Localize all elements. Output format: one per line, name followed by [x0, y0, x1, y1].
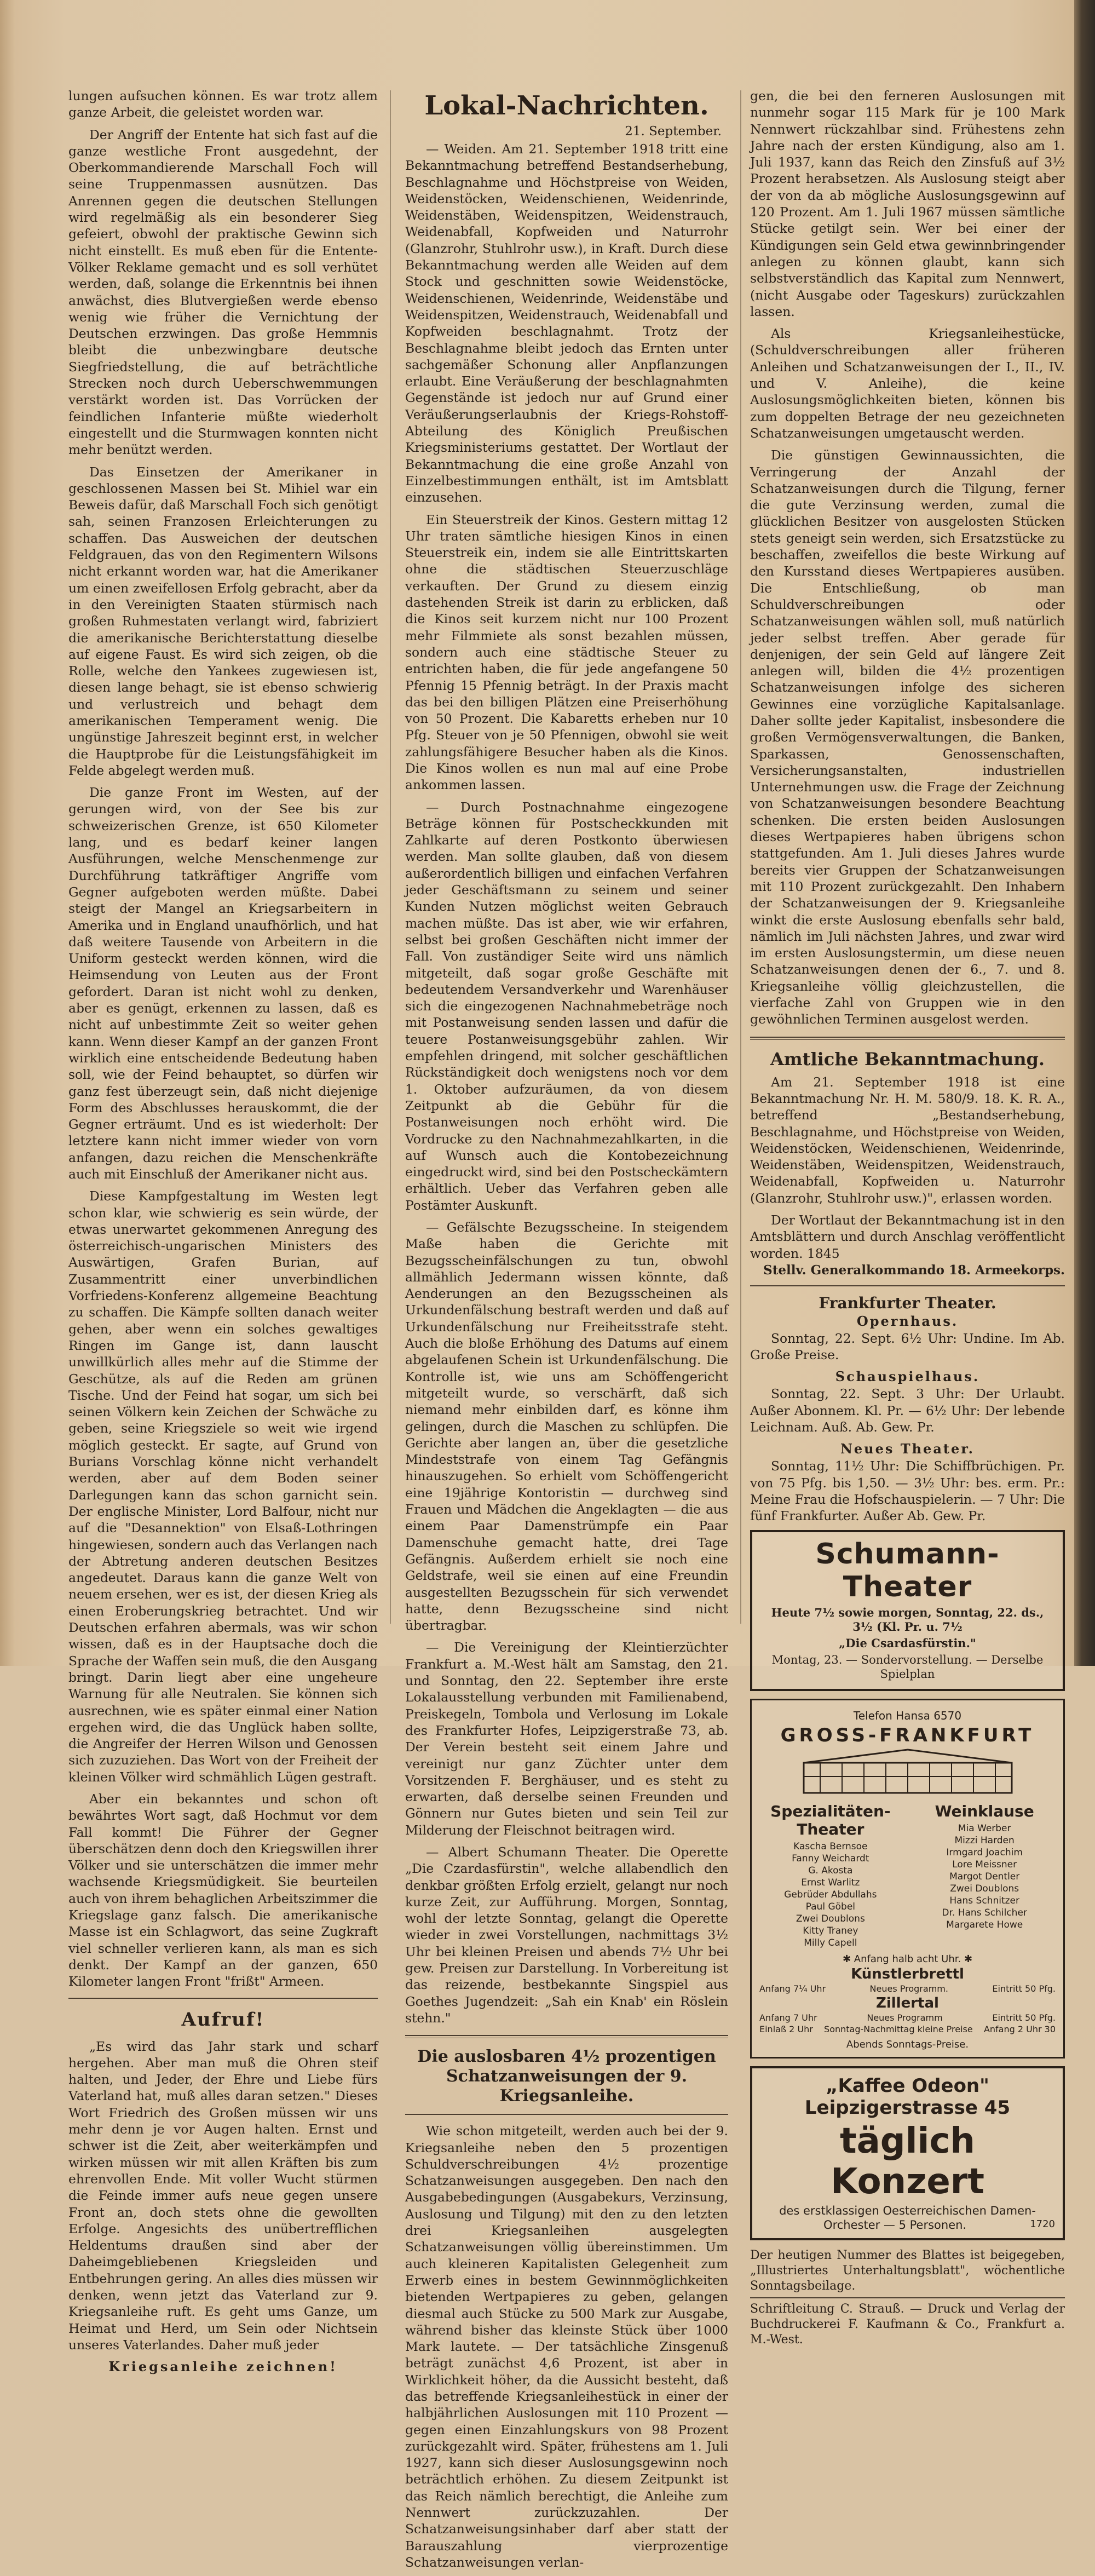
- z-eintritt: Eintritt 50 Pfg.: [992, 2012, 1056, 2023]
- opernhaus-program: Sonntag, 22. Sept. 6½ Uhr: Undine. Im Ab. Große Preise.: [750, 1330, 1065, 1363]
- kb-anfang: Anfang 7¼ Uhr: [759, 1983, 826, 1994]
- schauspielhaus-heading: Schauspielhaus.: [835, 1369, 980, 1385]
- news-item: — Weiden. Am 21. September 1918 tritt eine Bekanntmachung betreffend Bestandserhebung, Beschlagnahme und Höchstpreise von Weiden, Weidenstöcken, Weidenschienen, Weidenrinde, Weidenstäben, Weidenspitzen, Weidenstrauch, Weidenabfall, Kopfweiden und Naturrohr (Glanzrohr, Stuhlrohr usw.), in Kraft. Durch diese Bekanntmachung werden alle Weiden auf dem Stock und geschnitten sowie Weidenstöcke, Weidenschienen, Weidenrinde, Weidenstäbe und Weidenspitzen, Weidenstrauch, Weidenabfall und Kopfweiden beschlagnahmt. Trotz der Beschlagnahme bleibt jedoch das Ernten unter sachgemäßer Schonung aller Anpflanzungen erlaubt. Eine Veräußerung der beschlagnahmten Gegenstände ist jedoch nur auf Grund einer Veräußerungserlaubnis der Kriegs-Rohstoff-Abteilung des Königlich Preußischen Kriegsministeriums gestattet. Der Wortlaut der Bekanntmachung die eine große Anzahl von Einzelbestimmungen enthält, ist im Amtsblatt einzusehen.: [405, 141, 728, 505]
- anleihe-continued: gen, die bei den ferneren Auslosungen mit nunmehr sogar 115 Mark für je 100 Mark Nennwert rückzahlbar sind. Frühestens zehn Jahre nach der ersten Kündigung, also am 1. Juli 1937, kann das Reich den Zinsfuß auf 3½ Prozent herabsetzen. Als Auslosung steigt aber der von da ab mögliche Auslosungsgewinn auf 120 Prozent. Am 1. Juli 1967 müssen sämtliche Stücke getilgt sein. Wer bei einer der Kündigungen sein Geld etwa gewinnbringender anlegen zu können glaubt, kann sich selbstverständlich das Kapital zum Nennwert, (nicht Ausgabe oder Tageskurs) zurückzahlen lassen.: [750, 88, 1065, 319]
- column-3: [750, 88, 1065, 2351]
- kaffee-konzert: täglich Konzert: [831, 2120, 984, 2202]
- supplement-note: Der heutigen Nummer des Blattes ist beigegeben, „Illustriertes Unterhaltungsblatt", wöchentliche Sonntagsbeilage.: [750, 2248, 1065, 2293]
- kaffee-orchester: Orchester — 5 Personen.: [823, 2218, 967, 2232]
- z-anfang-2: Anfang 2 Uhr 30: [983, 2023, 1056, 2034]
- article-paragraph: Aber ein bekanntes und schon oft bewährtes Wort sagt, daß Hochmut vor dem Fall kommt! Die Führer der Gegner überschätzen denn doch den Kriegswillen ihrer Völker und sie unterschätzen die immer mehr wachsende Kriegsmüdigkeit. Sie beurteilen auch von ihrem behaglichen Arbeitszimmer die Kriegslage ganz falsch. Die amerikanische Masse ist ein Schlagwort, das seine Zugkraft viel schneller verlieren kann, als man es sich denkt. Der Kampf an der ganzen, 650 Kilometer langen Front "frißt" Armeen.: [68, 1791, 378, 1990]
- ad-schumann-theater: [750, 1530, 1065, 1691]
- kaffee-sub: [760, 2218, 1055, 2232]
- kb-eintritt: Eintritt 50 Pfg.: [992, 1983, 1056, 1994]
- artist: Gebrüder Abdullahs: [784, 1889, 877, 1900]
- artist: Kascha Bernsoe: [793, 1841, 868, 1852]
- aufruf-heading: Aufruf!: [181, 2008, 265, 2031]
- weinklause-title: Weinklause: [935, 1802, 1034, 1820]
- notice-text-2: Der Wortlaut der Bekanntmachung ist in den Amtsblättern und durch Anschlag veröffentlicht worden.: [750, 1212, 1065, 1261]
- ad-kaffee-odeon: [750, 2066, 1065, 2240]
- article-paragraph: Diese Kampfgestaltung im Westen legt schon klar, wie schwierig es sein würde, der etwas unerwartet gekommenen Anregung des österreichisch-ungarischen Ministers des Auswärtigen, Grafen Burian, auf Zusammentritt einer unverbindlichen Vorfriedens-Konferenz allgemeine Beachtung zu schaffen. Die Kämpfe sollten danach weiter gehen, aber wenn ein solches gewaltiges Ringen im Gange ist, dann lauscht unwillkürlich alles mehr auf die Stimme der Geschütze, als auf die Reden am grünen Tische. Und der Feind hat sogar, um sich bei seinen Völkern kein Zeichen der Schwäche zu geben, seine Kriegsziele so weit wie irgend möglich gesteckt. Er sagte, auf Grund von Burians Vorschlag könne nicht verhandelt werden, aber auf dem Boden seiner Darlegungen kann das schon garnicht sein. Der englische Minister, Lord Balfour, nicht nur auf die "Desannektion" von Elsaß-Lothringen hingewiesen, sondern auch das Verlangen nach der Abtretung anderen deutschen Besitzes angedeutet. Daraus kann die ganze Welt von neuem ersehen, wer es ist, der diesen Krieg als einen Eroberungskrieg betrachtet. Und wir Deutschen erfahren abermals, was wir schon wissen, daß es in der Hauptsache doch die Sprache der Waffen sein muß, die den Ausgang bringt. Darin liegt aber eine ungeheure Warnung für alle Neutralen. Sie können sich ausrechnen, wie es später einmal einer Nation ergehen wird, die das Unglück haben sollte, die Angreifer der Herren Wilson und Genossen sich zuzuziehen. Das Wort von der Freiheit der kleinen Völker wird schmählich Lügen gestraft.: [68, 1188, 378, 1785]
- z-sonntag: Sonntag-Nachmittag kleine Preise: [824, 2023, 973, 2034]
- aufruf-closing: Kriegsanleihe zeichnen!: [108, 2359, 338, 2375]
- section-divider: [405, 2114, 728, 2115]
- artist: Paul Göbel: [805, 1901, 856, 1912]
- article-paragraph: Der Angriff der Entente hat sich fast auf die ganze westliche Front ausgedehnt, der Oberkommandierende Marschall Foch will seine Truppenmassen ausnützen. Das Anrennen gegen die deutschen Stellungen wird regelmäßig als ein besonderer Sieg gefeiert, obwohl der praktische Gewinn sich nicht einstellt. Es muß eben für die Entente-Völker Reklame gemacht und es soll verhütet werden, daß, solange die Erkenntnis bei ihnen anwächst, dies Blutvergießen werde ebenso wenig wie früher die Vernichtung der Deutschen erzwingen. Das große Hemmnis bleibt die unbezwingbare deutsche Siegfriedstellung, die auf beträchtliche Strecken noch durch Ueberschwemmungen verstärkt worden ist. Das Vorrücken der feindlichen Infanterie müßte wiederholt eingestellt und die Sturmwagen konnten nicht mehr benützt werden.: [68, 127, 378, 458]
- imprint: Schriftleitung C. Strauß. — Druck und Verlag der Buchdruckerei F. Kaufmann & Co., Frankfurt a. M.-West.: [750, 2302, 1065, 2347]
- ad-number: 1720: [1030, 2218, 1055, 2230]
- section-divider: [750, 1037, 1065, 1040]
- schauspielhaus-program: Sonntag, 22. Sept. 3 Uhr: Der Urlaubt. Außer Abonnem. Kl. Pr. — 6½ Uhr: Der lebende Leichnam. Auß. Ab. Gew. Pr.: [750, 1386, 1065, 1435]
- notice-text: Am 21. September 1918 ist eine Bekanntmachung Nr. H. M. 580/9. 18. K. R. A., betreffend „Bestandserhebung, Beschlagnahme, und Höchstpreise von Weiden, Weidenstöcken, Weidenschienen, Weidenrinde, Weidenstäben, Weidenspitzen, Weidenstrauch, Weidenabfall, Kopfweiden u. Naturrohr (Glanzrohr, Stuhlrohr usw.)", erlassen worden.: [750, 1074, 1065, 1206]
- column-2: [405, 90, 728, 2576]
- opernhaus-heading: Opernhaus.: [856, 1313, 959, 1329]
- artist: Fanny Weichardt: [792, 1853, 869, 1864]
- artist: Zwei Doublons: [950, 1883, 1019, 1894]
- anleihe-paragraph: Wie schon mitgeteilt, werden auch bei der 9. Kriegsanleihe neben den 5 prozentigen Schuldverschreibungen 4½ prozentige Schatzanweisungen ausgegeben. Den nach den Ausgabebedingungen (Ausgabekurs, Verzinsung, Auslosung und Tilgung) mit den zu den letzten drei Kriegsanleihen ausgelegten Schatzanweisungen völlig übereinstimmen. Um auch kleineren Kapitalisten Gelegenheit zum Erwerb eines in bestem Gewinnmöglichkeiten bietenden Wertpapieres zu geben, gelangen diesmal auch Stücke zu 500 Mark zur Ausgabe, während bisher das kleinste Stück über 1000 Mark lautete. — Der tatsächliche Zinsgenuß beträgt zunächst 4,6 Prozent, ist aber in Wirklichkeit höher, da die Aussicht besteht, daß das betreffende Kriegsanleihestück in einer der halbjährlichen Auslosungen mit 110 Prozent — gegen einen Einzahlungskurs von 98 Prozent zurückgezahlt wird. Später, frühestens am 1. Juli 1927, kann sich dieser Auslosungsgewinn noch beträchtlich erhöhen. Zu diesem Zeitpunkt ist das Reich nämlich berechtigt, die Anleihe zum Nennwert zurückzuzahlen. Der Schatzanweisungsinhaber darf aber statt der Barauszahlung vierprozentige Schatzanweisungen verlan-: [405, 2123, 728, 2570]
- star-icon: ✱: [842, 1953, 851, 1965]
- news-item: — Gefälschte Bezugsscheine. In steigendem Maße haben die Gerichte mit Bezugsscheinfälschungen zu tun, obwohl allmählich Jedermann wissen könnte, daß Aenderungen an den Bezugsscheinen als Urkundenfälschung bestraft werden und daß auf Urkundenfälschung nur Freiheitsstrafe steht. Auch die bloße Erhöhung des Datums auf einem abgelaufenen Schein ist Urkundenfälschung. Die Kontrolle ist, wie uns am Schöffengericht mitgeteilt wurde, so verschärft, daß sich niemand mehr einbilden darf, es könne ihm gelingen, durch die Maschen zu schlüpfen. Die Gerichte aber langen an, über die gesetzliche Mindeststrafe von einem Tag Gefängnis hinauszugehen. So erhielt vom Schöffengericht eine 19jährige Kontoristin — durchweg sind Frauen und Mädchen die Angeklagten — die aus einem Paar Damenstrümpfe ein Paar Damenschuhe gemacht hatte, drei Tage Gefängnis. Außerdem erhielt sie noch eine Geldstrafe, weil sie einen auf eine Freundin ausgestellten Bezugsschein für sich verwendet hatte, denn Bezugsscheine sind nicht übertragbar.: [405, 1220, 728, 1634]
- ad-schumann-title: Schumann-Theater: [815, 1537, 1000, 1603]
- notice-number: 1845: [807, 1245, 840, 1261]
- artist: Mia Werber: [958, 1822, 1011, 1834]
- artist: Ernst Warlitz: [801, 1877, 860, 1888]
- artist: Margarete Howe: [946, 1919, 1023, 1930]
- ad-telefon: Telefon Hansa 6570: [853, 1709, 962, 1722]
- anleihe-continued: Die günstigen Gewinnaussichten, die Verringerung der Anzahl der Schatzanweisungen durch die Tilgung, ferner die gute Verzinsung werden, zumal die glücklichen Besitzer von ausgelosten Stücken stets geneigt sein werden, sich Ersatzstücke zu beschaffen, zweifellos die beste Wirkung auf den Kursstand dieses Wertpapieres ausüben. Die Entschließung, ob man Schuldverschreibungen oder Schatzanweisungen wählen soll, muß natürlich jeder selbst treffen. Aber gerade für denjenigen, der sein Geld auf längere Zeit anlegen will, bilden die 4½ prozentigen Schatzanweisungen infolge des sicheren Gewinnes eine vorzügliche Kapitalsanlage. Daher sollte jeder Kapitalist, insbesondere die großen Vermögensverwaltungen, die Banken, Sparkassen, Genossenschaften, Versicherungsanstalten, industriellen Unternehmungen usw. die Frage der Zeichnung von Schatzanweisungen besondere Beachtung schenken. Die ersten beiden Auslosungen dieses Wertpapieres haben übrigens schon stattgefunden. Am 1. Juli dieses Jahres wurde bereits vier Gruppen der Schatzanweisungen mit 110 Prozent zurückgezahlt. Den Inhabern der Schatzanweisungen der 9. Kriegsanleihe winkt die erste Auslosung ebenfalls sehr bald, nämlich im Juli nächsten Jahres, und zwar wird im ersten Auslosungstermin, um diese neuen Schatzanweisungen denen der 6., 7. und 8. Kriegsanleihe völlig gleichzustellen, die vierfache Zahl von Gruppen wie in den gewöhnlichen Terminen ausgelost werden.: [750, 447, 1065, 1027]
- section-divider: [68, 1998, 378, 1999]
- abends-line: Abends Sonntags-Preise.: [846, 2038, 969, 2050]
- page-left-edge: [0, 0, 15, 1666]
- gross-frankfurt-title: GROSS-FRANKFURT: [780, 1724, 1035, 1746]
- column-rule-1: [390, 90, 391, 1624]
- zillertal-title: Zillertal: [876, 1994, 939, 2011]
- aufruf-text: „Es wird das Jahr stark und scharf hergehen. Aber man muß die Ohren steif halten, und Jeder, der Ehre und Liebe fürs Vaterland hat, muß alles daran setzen." Dieses Wort Friedrich des Großen müssen wir uns mehr denn je vor Augen halten. Ernst und schwer ist die Zeit, aber weiterkämpfen und wirken müssen wir mit allen Kräften bis zum ehrenvollen Ende. Mit voller Wucht stürmen die Feinde immer aufs neue gegen unsere Front an, doch stets ohne die gewollten Erfolge. Angesichts des unübertrefflichen Heldentums draußen sind aber der Daheimgebliebenen Kriegsleiden und Entbehrungen gering. An alles dies müssen wir denken, wenn jetzt das Vaterland zur 9. Kriegsanleihe ruft. Es geht ums Ganze, um Heimat und Herd, um Sein oder Nichtsein unseres Vaterlandes. Daher muß jeder: [68, 2038, 378, 2353]
- neues-theater-program: Sonntag, 11½ Uhr: Die Schiffbrüchigen. Pr. von 75 Pfg. bis 1,50. — 3½ Uhr: bes. erm. Pr.: Meine Frau die Hofschauspielerin. — 7 Uhr: Die fünf Frankfurter. Außer Ab. Gew. Pr.: [750, 1458, 1065, 1524]
- kuenstlerbrettl-title: Künstlerbrettl: [851, 1965, 964, 1982]
- kaffee-sub: des erstklassigen Oesterreichischen Damen-: [779, 2204, 1036, 2217]
- gross-frankfurt-logo: [759, 1724, 1056, 1798]
- news-item: — Die Vereinigung der Kleintierzüchter Frankfurt a. M.-West hält am Samstag, den 21. und Sonntag, den 22. September ihre erste Lokalausstellung verbunden mit Familienabend, Preiskegeln, Tombola und Verlosung im Lokale des Frankfurter Hofes, Leipzigerstraße 73, ab. Der Verein besteht seit einem Jahre und vereinigt nur ganz Züchter unter dem Vorsitzenden F. Berghäuser, und es steht zu erwarten, daß derselbe seinen Freunden und Gönnern nur Gutes bieten und sein Teil zur Milderung der Fleischnot beitragen wird.: [405, 1640, 728, 1838]
- z-einlass: Einlaß 2 Uhr: [759, 2023, 813, 2034]
- artist: Lore Meissner: [952, 1859, 1017, 1870]
- artist: G. Akosta: [808, 1865, 853, 1876]
- artist: Irmgard Joachim: [946, 1847, 1023, 1858]
- anfang-line: [759, 1953, 1056, 1965]
- artist: Mizzi Harden: [954, 1835, 1015, 1846]
- ad-schumann-line: „Die Csardasfürstin.": [839, 1636, 976, 1650]
- zillertal-row: [759, 2013, 1056, 2023]
- neues-theater-heading: Neues Theater.: [840, 1441, 975, 1457]
- anleihe-heading: Die auslosbaren 4½ prozentigen Schatzanweisungen der 9. Kriegsanleihe.: [417, 2047, 716, 2106]
- spezialitaeten-title: Spezialitäten-Theater: [770, 1802, 891, 1838]
- artist: Hans Schnitzer: [949, 1895, 1019, 1906]
- page-binding: [1074, 0, 1095, 1666]
- column-rule-2: [740, 90, 741, 1624]
- column-1: [68, 88, 378, 2374]
- gross-frankfurt-programs: [759, 1802, 1056, 1949]
- kuenstlerbrettl-row: [759, 1983, 1056, 1994]
- z-programm: Neues Programm: [867, 2012, 943, 2023]
- article-paragraph: Die ganze Front im Westen, auf der gerungen wird, von der See bis zur schweizerischen Grenze, ist 650 Kilometer lang, und es bedarf keiner langen Ausführungen, welche Menschenmenge zur Durchführung tatkräftiger Angriffe vom Gegner aufgeboten werden müßte. Dabei steigt der Mangel an Kriegsarbeitern in Amerika und in England unaufhörlich, und hat daß weitere Tausende von Arbeitern in die Uniform gesteckt werden können, wird die Heimsendung von Leuten aus der Front gefordert. Daran ist nicht wohl zu denken, aber es genügt, erkennen zu lassen, daß es nicht auf unbestimmte Zeit so weiter gehen kann. Wenn dieser Kampf an der ganzen Front wirklich eine entscheidende Bedeutung haben soll, wie der Feind behauptet, so dürfen wir ganz fest überzeugt sein, daß nicht diejenige Form des Abschlusses herauskommt, die der Gegner erträumt. Und es ist wiederholt: Der letztere kann nicht immer wieder von vorn anfangen, dazu reichen die Menschenkräfte auch mit Einschluß der Amerikaner nicht aus.: [68, 785, 378, 1182]
- z-anfang: Anfang 7 Uhr: [759, 2012, 817, 2023]
- star-icon: ✱: [964, 1953, 973, 1965]
- building-illustration-icon: [793, 1746, 1023, 1796]
- article-paragraph: lungen aufsuchen können. Es war trotz allem ganze Arbeit, die geleistet worden war.: [68, 88, 378, 120]
- date-line: 21. September.: [625, 124, 722, 139]
- notice-heading: Amtliche Bekanntmachung.: [770, 1048, 1045, 1070]
- section-divider: [405, 2035, 728, 2038]
- artist: Milly Capell: [804, 1937, 857, 1948]
- notice-text: [750, 1212, 1065, 1262]
- weinklause-column: [913, 1802, 1056, 1949]
- spezialitaeten-column: [759, 1802, 902, 1949]
- kaffee-odeon-title: „Kaffee Odeon" Leipzigerstrasse 45: [804, 2074, 1011, 2119]
- news-item: — Albert Schumann Theater. Die Operette „Die Czardasfürstin", welche allabendlich den denkbar größten Erfolg erzielt, gelangt nur noch kurze Zeit, zur Aufführung. Morgen, Sonntag, wohl der letzte Sonntag, gelangt die Operette wieder in zwei Vorstellungen, nachmittags 3½ Uhr bei kleinen Preisen und abends 7½ Uhr bei gew. Preisen zur Darstellung. In Vorbereitung ist das reizende, bestbekannte Singspiel aus Goethes Jugendzeit: „Sah ein Knab' ein Röslein stehn.": [405, 1844, 728, 2026]
- article-paragraph: Das Einsetzen der Amerikaner in geschlossenen Massen bei St. Mihiel war ein Beweis dafür, daß Marschall Foch sich genötigt sah, seinen Franzosen Erleichterungen zu schaffen. Das Ausweichen der deutschen Feldgrauen, das von den Regimentern Wilsons nicht erkannt worden war, hat die Amerikaner um einen zweifellosen Erfolg gebracht, aber da in den Vereinigten Staaten stürmisch nach großen Ruhmestaten verlangt wird, fabriziert die amerikanische Berichterstattung dieselbe auf eigene Faust. Es wird sich zeigen, ob die Rolle, welche den Yankees zugewiesen ist, diesen lange behagt, sie ist ebenso schwierig und verlustreich und behagt dem amerikanischen Temperament wenig. Die ungünstige Jahreszeit beginnt erst, in welcher die Hauptprobe für die Leistungsfähigkeit im Felde abgelegt werden muß.: [68, 464, 378, 778]
- artist: Dr. Hans Schilcher: [942, 1907, 1027, 1918]
- artist: Zwei Doublons: [796, 1913, 865, 1924]
- zillertal-row-2: [759, 2024, 1056, 2034]
- artist: Kitty Traney: [803, 1925, 858, 1936]
- news-item: — Durch Postnachnahme eingezogene Beträge können für Postscheckkunden mit Zahlkarte auf deren Postkonto überwiesen werden. Man sollte glauben, daß von diesem außerordentlich billigen und einfachen Verfahren jeder Geschäftsmann zu seinem und seiner Kunden Nutzen möglichst weiten Gebrauch machen müßte. Das ist aber, wie wir erfahren, selbst bei großen Geschäften nicht immer der Fall. Von zuständiger Seite wird uns nämlich mitgeteilt, daß sogar große Geschäfte mit bedeutendem Versandverkehr und Warenhäuser sich die eingezogenen Nachnahmebeträge noch mit Postanweisung senden lassen und dafür die teuere Postanweisungsgebühr zahlen. Wir empfehlen dringend, mit solcher geschäftlichen Rückständigkeit doch wenigstens noch vor dem 1. Oktober aufzuräumen, da von diesem Zeitpunkt ab die Gebühr für die Postanweisungen noch erhöht wird. Die Vordrucke zu den Nachnahmezahlkarten, in die auf Wunsch auch die Kontobezeichnung eingedruckt wird, sind bei den Postscheckämtern erhältlich. Ueber das Verfahren geben alle Postämter Auskunft.: [405, 799, 728, 1213]
- news-item: Ein Steuerstreik der Kinos. Gestern mittag 12 Uhr traten sämtliche hiesigen Kinos in einen Steuerstreik ein, indem sie alle Eintrittskarten ohne die städtischen Steuerzuschläge verkauften. Der Grund zu diesem einzig dastehenden Streik ist darin zu erblicken, daß die Kinos seit kurzem nicht nur 100 Prozent mehr Filmmiete als sonst bezahlen müssen, sondern auch eine städtische Steuer zu entrichten haben, die für jede angefangene 50 Pfennig 15 Pfennig beträgt. In der Praxis macht das bei den billigen Plätzen eine Preiserhöhung von 50 Prozent. Die Kabaretts erheben nur 10 Pfg. Steuer von je 50 Pfennigen, obwohl sie weit zahlungsfähigere Besucher haben als die Kinos. Die Kinos wollen es nun mal auf eine Probe ankommen lassen.: [405, 511, 728, 793]
- section-divider: [750, 2297, 1065, 2298]
- artist: Margot Dentler: [949, 1871, 1020, 1882]
- anleihe-continued: Als Kriegsanleihestücke, (Schuldverschreibungen aller früheren Anleihen und Schatzanweisungen der I., II., IV. und V. Anleihe), die keine Auslosungsmöglichkeiten bieten, können bis zum doppelten Betrage der neu gezeichneten Schatzanweisungen umgetauscht werden.: [750, 326, 1065, 441]
- notice-signature: Stellv. Generalkommando 18. Armeekorps.: [763, 1262, 1065, 1278]
- ad-gross-frankfurt: [750, 1699, 1065, 2058]
- kb-programm: Neues Programm.: [869, 1983, 948, 1994]
- section-divider: [750, 1285, 1065, 1286]
- lokal-nachrichten-title: Lokal-Nachrichten.: [424, 90, 709, 121]
- ad-schumann-line: Montag, 23. — Sondervorstellung. — Derselbe Spielplan: [771, 1653, 1044, 1681]
- ad-schumann-line: Heute 7½ sowie morgen, Sonntag, 22. ds., 3½ (Kl. Pr. u. 7½: [771, 1605, 1044, 1634]
- theater-heading: Frankfurter Theater.: [819, 1293, 996, 1312]
- anfang-text: Anfang halb acht Uhr.: [854, 1953, 961, 1965]
